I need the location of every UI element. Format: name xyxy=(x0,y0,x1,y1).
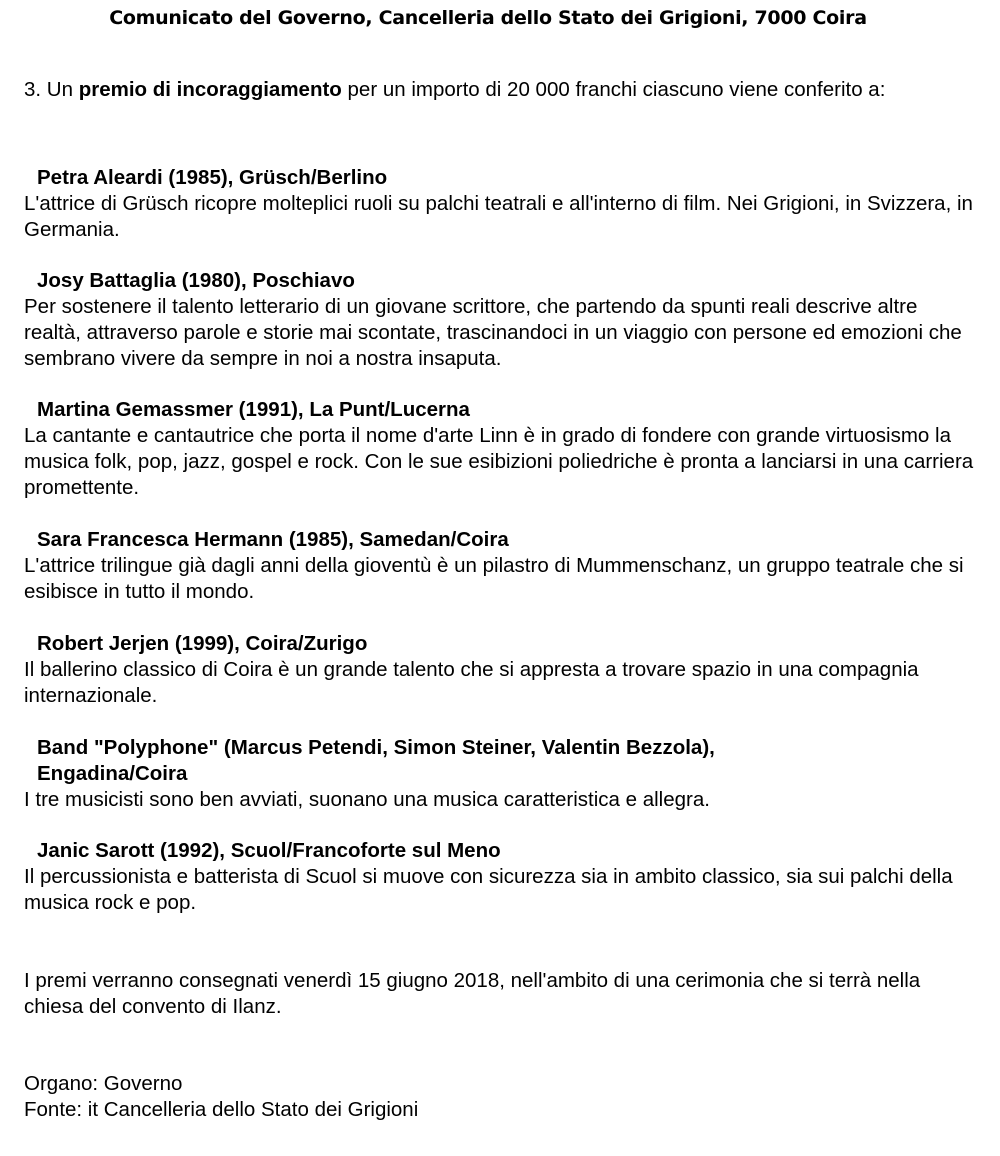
award-entry-description: Per sostenere il talento letterario di un giovane scrittore, che partendo da spunti reali descrive altre realtà, attraverso parole e storie mai scontate, trascinandoci in un viaggio con persone ed emozioni che sembrano vivere da sempre in noi a nostra insaputa. xyxy=(24,295,962,370)
award-entry xyxy=(24,527,974,605)
award-entry-heading: Band "Polyphone" (Marcus Petendi, Simon Steiner, Valentin Bezzola), Engadina/Coira xyxy=(37,736,715,785)
award-entry-heading: Janic Sarott (1992), Scuol/Francoforte sul Meno xyxy=(37,839,501,862)
award-entry-description: L'attrice trilingue già dagli anni della gioventù è un pilastro di Mummenschanz, un gruppo teatrale che si esibisce in tutto il mondo. xyxy=(24,554,964,603)
award-entry-description: L'attrice di Grüsch ricopre molteplici ruoli su palchi teatrali e all'interno di film. Nei Grigioni, in Svizzera, in Germania. xyxy=(24,192,973,241)
award-entry xyxy=(24,631,974,709)
footer-source: Fonte: it Cancelleria dello Stato dei Grigioni xyxy=(24,1098,419,1121)
document-footer xyxy=(24,1071,924,1123)
award-entry xyxy=(24,165,974,243)
intro-suffix: per un importo di 20 000 franchi ciascuno viene conferito a: xyxy=(341,78,886,101)
footer-organ: Organo: Governo xyxy=(24,1072,183,1095)
award-entry-heading: Robert Jerjen (1999), Coira/Zurigo xyxy=(37,632,368,655)
award-entry-description: Il ballerino classico di Coira è un grande talento che si appresta a trovare spazio in una compagnia internazionale. xyxy=(24,658,919,707)
award-entry xyxy=(24,838,974,916)
award-entry xyxy=(24,735,974,813)
award-entry-heading: Martina Gemassmer (1991), La Punt/Lucerna xyxy=(37,398,470,421)
award-entry-description: I tre musicisti sono ben avviati, suonano una musica caratteristica e allegra. xyxy=(24,788,710,811)
award-entry xyxy=(24,268,974,372)
award-entry-heading: Petra Aleardi (1985), Grüsch/Berlino xyxy=(37,166,388,189)
intro-paragraph xyxy=(24,77,964,103)
award-entry-description: Il percussionista e batterista di Scuol si muove con sicurezza sia in ambito classico, sia sui palchi della musica rock e pop. xyxy=(24,865,953,914)
award-entry-description: La cantante e cantautrice che porta il nome d'arte Linn è in grado di fondere con grande virtuosismo la musica folk, pop, jazz, gospel e rock. Con le sue esibizioni poliedriche è pronta a lanciarsi in una carriera promettente. xyxy=(24,424,974,499)
document-header: Comunicato del Governo, Cancelleria dello Stato dei Grigioni, 7000 Coira xyxy=(109,7,867,29)
award-entry xyxy=(24,397,974,501)
award-entry-heading: Josy Battaglia (1980), Poschiavo xyxy=(37,269,355,292)
intro-prefix: 3. Un xyxy=(24,78,79,101)
intro-emphasis: premio di incoraggiamento xyxy=(78,78,342,101)
closing-paragraph: I premi verranno consegnati venerdì 15 giugno 2018, nell'ambito di una cerimonia che si terrà nella chiesa del convento di Ilanz. xyxy=(24,969,921,1018)
award-entry-heading: Sara Francesca Hermann (1985), Samedan/Coira xyxy=(37,528,509,551)
